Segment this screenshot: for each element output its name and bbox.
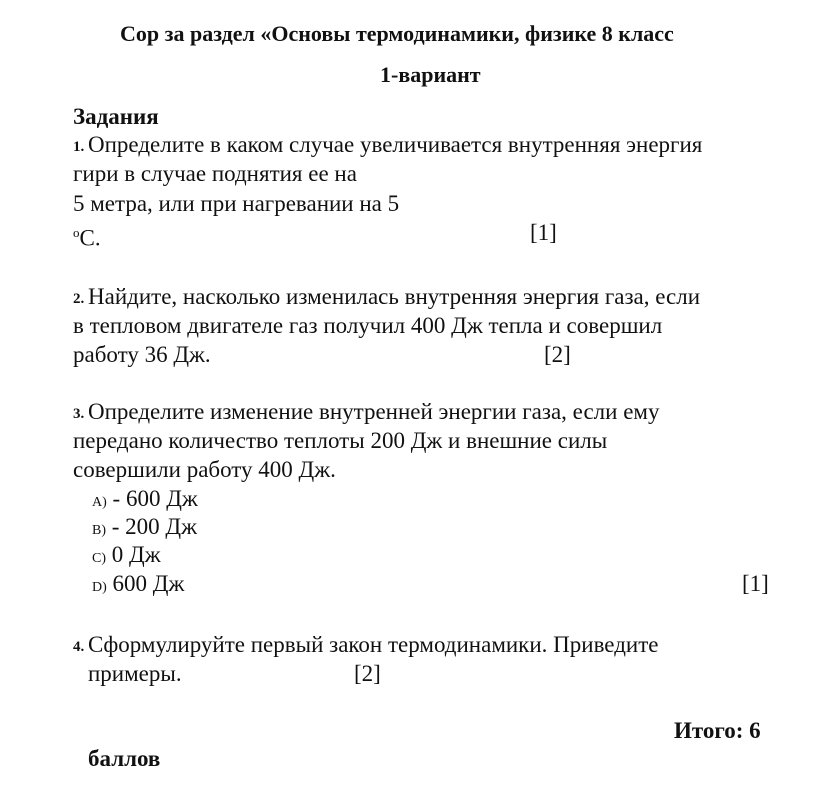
task-score: [2]	[354, 661, 381, 686]
option-d	[92, 570, 184, 602]
task-text-line: в тепловом двигателе газ получил 400 Дж тепла и совершил	[73, 313, 663, 338]
total-score: Итого: 6	[674, 718, 761, 743]
task-number: 3.	[73, 406, 85, 422]
unit-line	[73, 219, 101, 253]
task-score: [2]	[544, 342, 571, 367]
option-letter: D)	[92, 580, 107, 595]
option-text: 0 Дж	[111, 542, 161, 567]
task-score: [1]	[742, 571, 769, 596]
total-unit: баллов	[88, 746, 161, 771]
task-number: 4.	[73, 639, 85, 655]
unit-text: C.	[79, 225, 101, 251]
task-text-line: примеры.	[88, 661, 182, 686]
option-text: - 600 Дж	[112, 486, 198, 511]
task-text-line: Сформулируйте первый закон термодинамики. Приведите	[88, 632, 659, 657]
task-text-line: работу 36 Дж.	[73, 342, 211, 367]
task-text-line: 5 метра, или при нагревании на 5	[73, 191, 400, 216]
option-letter: C)	[92, 551, 106, 566]
degree-sign: o	[73, 225, 80, 240]
page-title: Сор за раздел «Основы термодинамики, физике 8 класс	[120, 21, 674, 46]
task-score: [1]	[530, 220, 557, 245]
task-number: 2.	[73, 291, 85, 307]
task-number: 1.	[73, 139, 85, 155]
task-text-line: гири в случае поднятия ее на	[73, 161, 357, 186]
task-text-line: Определите в каком случае увеличивается внутренняя энергия	[88, 132, 703, 157]
tasks-heading: Задания	[73, 104, 159, 129]
option-letter: B)	[92, 523, 106, 538]
task-text-line: передано количество теплоты 200 Дж и внешние силы	[73, 428, 608, 453]
task-text-line: Найдите, насколько изменилась внутренняя энергия газа, если	[88, 284, 701, 309]
option-c	[92, 541, 161, 573]
option-letter: A)	[92, 495, 107, 510]
task-text-line: совершили работу 400 Дж.	[73, 457, 336, 482]
task-text-line: Определите изменение внутренней энергии газа, если ему	[88, 399, 660, 424]
option-text: - 200 Дж	[111, 514, 197, 539]
variant-label: 1-вариант	[380, 62, 481, 87]
option-text: 600 Дж	[112, 571, 185, 596]
